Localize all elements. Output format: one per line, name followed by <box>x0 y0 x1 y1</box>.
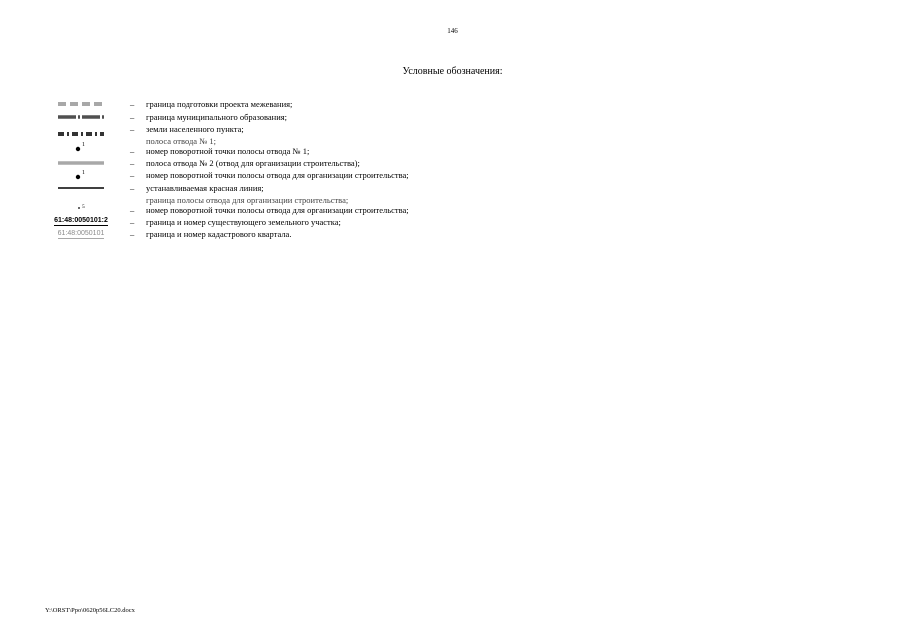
legend-item-construction-point <box>50 169 570 182</box>
legend-label: полоса отвода № 2 (отвод для организации строительства); <box>146 157 360 168</box>
legend-item-construction-strip-point <box>50 195 570 216</box>
legend-item-project-boundary <box>50 98 570 111</box>
dash: – <box>130 170 135 181</box>
symbol-small-point-marker <box>50 200 112 212</box>
symbol-black-solid-line <box>50 182 112 194</box>
legend-label: номер поворотной точки полосы отвода № 1; <box>146 145 310 156</box>
legend-sub-label: полоса отвода № 1; <box>146 135 217 146</box>
symbol-gray-solid-line <box>50 157 112 169</box>
symbol-point-marker <box>50 169 112 181</box>
legend-item-cadastral-quarter <box>50 228 570 241</box>
dash: – <box>130 216 135 227</box>
dash: – <box>130 204 135 215</box>
dash: – <box>130 99 135 109</box>
legend <box>50 98 570 241</box>
dash: – <box>130 111 135 122</box>
legend-label: граница муниципального образования; <box>146 111 288 122</box>
dash: – <box>130 182 135 193</box>
dash: – <box>130 145 135 156</box>
dash: – <box>130 124 135 135</box>
dash: – <box>130 157 135 168</box>
legend-item-land-plot <box>50 216 570 229</box>
legend-label: устанавливаемая красная линия; <box>146 182 264 193</box>
legend-item-settlement-lands <box>50 123 570 136</box>
point-number: 5 <box>82 203 85 210</box>
legend-label: граница и номер существующего земельного участка; <box>146 216 341 227</box>
symbol-dark-dashdot-line <box>50 111 112 123</box>
legend-label: земли населенного пункта; <box>146 124 244 135</box>
point-number: 1 <box>82 170 85 177</box>
legend-item-strip-2 <box>50 157 570 170</box>
legend-label: номер поворотной точки полосы отвода для организации строительства; <box>146 204 409 215</box>
symbol-point-marker <box>50 141 112 153</box>
legend-title: Условные обозначения: <box>402 66 503 77</box>
point-number: 1 <box>82 141 85 148</box>
legend-item-strip-1-point <box>50 136 570 157</box>
file-path-footer: Y:\ORST\Ppo\0620p56LC20.docx <box>45 607 135 614</box>
legend-item-municipal-boundary <box>50 111 570 124</box>
dash: – <box>130 229 135 240</box>
legend-label: граница подготовки проекта межевания; <box>146 99 293 109</box>
symbol-cadastral-quarter-number <box>50 228 112 240</box>
symbol-land-plot-number <box>50 216 112 228</box>
page-number: 146 <box>447 27 458 35</box>
legend-label: номер поворотной точки полосы отвода для организации строительства; <box>146 170 409 181</box>
cadastral-number: 61:48:0050101:2 <box>54 217 108 225</box>
symbol-gray-dashed-line <box>50 98 112 110</box>
legend-sub-label: граница полосы отвода для организации строительства; <box>146 194 349 205</box>
legend-label: граница и номер кадастрового квартала. <box>146 229 292 240</box>
cadastral-quarter-number: 61:48:0050101 <box>57 229 105 237</box>
